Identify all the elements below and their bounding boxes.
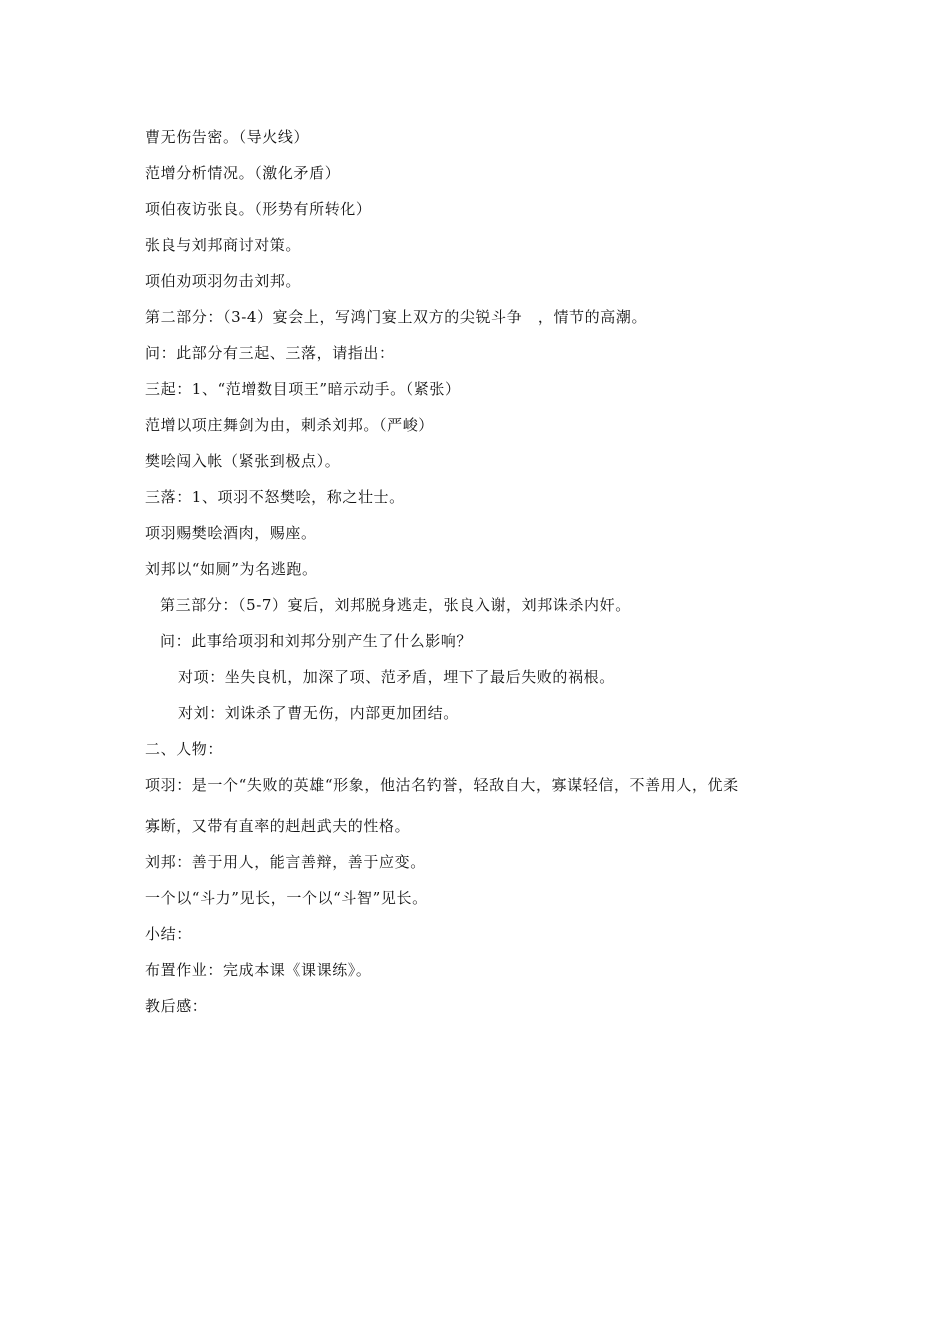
text-line: 范增分析情况。（激化矛盾） [145, 164, 341, 182]
text-line: 项羽：是一个“失败的英雄“形象，他沽名钓誉，轻敌自大，寡谋轻信，不善用人，优柔 [145, 776, 739, 794]
text-line: 一个以“斗力”见长，一个以“斗智”见长。 [145, 889, 428, 907]
summary-label: 小结： [145, 925, 192, 943]
text-line: 曹无伤告密。（导火线） [145, 128, 310, 146]
text-line: 樊哙闯入帐（紧张到极点）。 [145, 452, 341, 470]
text-line: 范增以项庄舞剑为由，刺杀刘邦。（严峻） [145, 416, 434, 434]
text-line: 项羽赐樊哙酒肉，赐座。 [145, 524, 317, 542]
text-line: 刘邦：善于用人，能言善辩，善于应变。 [145, 853, 426, 871]
text-line: 对刘：刘诛杀了曹无伤，内部更加团结。 [178, 704, 459, 722]
text-line: 项伯夜访张良。（形势有所转化） [145, 200, 372, 218]
text-line: 寡断，又带有直率的赳赳武夫的性格。 [145, 817, 411, 835]
homework-line: 布置作业：完成本课《课课练》。 [145, 961, 372, 979]
text-line: 三起：1、“范增数目项王”暗示动手。（紧张） [145, 380, 461, 398]
reflection-label: 教后感： [145, 997, 208, 1015]
text-line: 项伯劝项羽勿击刘邦。 [145, 272, 302, 290]
section-heading-part-two: 第二部分：（3-4）宴会上，写鸿门宴上双方的尖锐斗争 ，情节的高潮。 [145, 308, 648, 326]
section-heading-part-three: 第三部分：（5-7）宴后，刘邦脱身逃走，张良入谢，刘邦诛杀内奸。 [160, 596, 631, 614]
question-line: 问：此事给项羽和刘邦分别产生了什么影响？ [160, 632, 473, 650]
text-line: 张良与刘邦商讨对策。 [145, 236, 302, 254]
section-heading-characters: 二、人物： [145, 740, 224, 758]
text-line: 三落：1、项羽不怒樊哙，称之壮士。 [145, 488, 405, 506]
question-line: 问：此部分有三起、三落，请指出： [145, 344, 395, 362]
text-line: 对项：坐失良机，加深了项、范矛盾，埋下了最后失败的祸根。 [178, 668, 615, 686]
text-line: 刘邦以“如厕”为名逃跑。 [145, 560, 318, 578]
